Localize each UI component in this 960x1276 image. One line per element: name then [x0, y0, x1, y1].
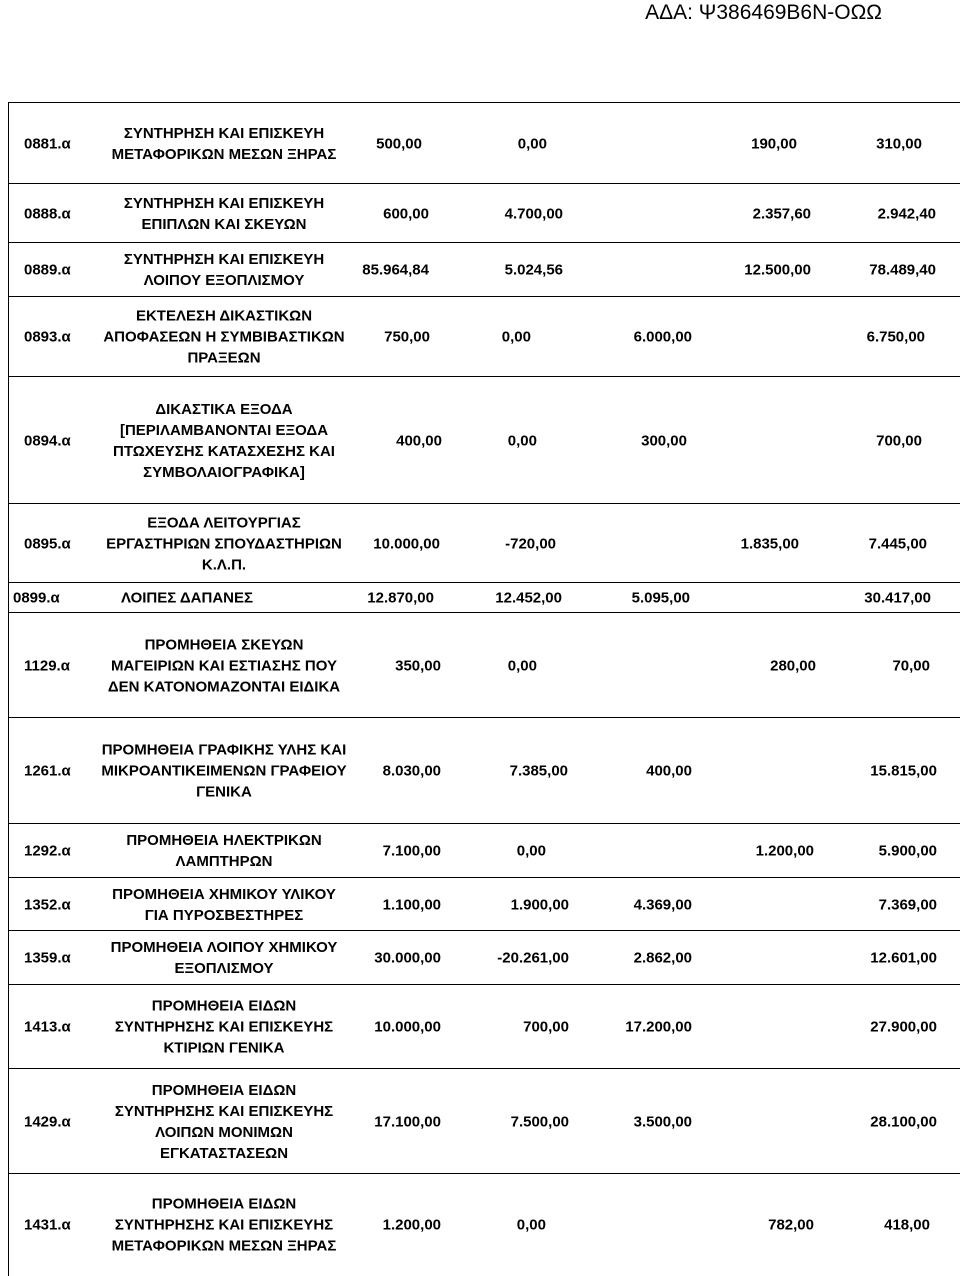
table-row	[9, 504, 960, 583]
row-code: 1261.α	[24, 762, 71, 780]
row-value-1: 750,00	[384, 328, 430, 346]
row-value-4: 70,00	[892, 657, 930, 674]
row-value-1: 1.200,00	[382, 1216, 441, 1234]
row-value-4: 78.489,40	[869, 261, 936, 279]
row-value-3: 12.500,00	[744, 261, 811, 279]
table-row	[9, 103, 960, 184]
row-code: 1431.α	[24, 1216, 71, 1234]
row-value-4: 15.815,00	[870, 762, 937, 780]
row-value-2: 7.385,00	[509, 762, 568, 780]
row-value-1: 17.100,00	[374, 1113, 441, 1130]
row-value-1: 600,00	[383, 205, 429, 222]
row-code: 0881.α	[24, 135, 71, 152]
row-description: ΠΡΟΜΗΘΕΙΑ ΕΙΔΩΝ ΣΥΝΤΗΡΗΣΗΣ ΚΑΙ ΕΠΙΣΚΕΥΗΣ ΚΤΙΡΙΩΝ ΓΕΝΙΚΑ	[114, 997, 334, 1057]
row-value-3: 2.862,00	[633, 949, 692, 967]
row-description: ΕΚΤΕΛΕΣΗ ΔΙΚΑΣΤΙΚΩΝ ΑΠΟΦΑΣΕΩΝ Η ΣΥΜΒΙΒΑΣΤΙΚΩΝ ΠΡΑΞΕΩΝ	[103, 307, 345, 367]
row-code: 0888.α	[24, 205, 71, 222]
row-value-4: 6.750,00	[866, 328, 925, 346]
row-code: 0893.α	[24, 328, 71, 346]
row-value-4: 7.369,00	[878, 896, 937, 913]
ada-code: ΑΔΑ: Ψ386469Β6Ν-ΟΩΩ	[645, 1, 882, 24]
row-value-2: 5.024,56	[504, 261, 563, 279]
budget-table	[8, 102, 960, 1276]
table-row	[9, 878, 960, 931]
row-value-2: 0,00	[516, 842, 546, 860]
row-value-2: 0,00	[507, 432, 537, 449]
table-row	[9, 1069, 960, 1174]
row-value-3: 1.835,00	[740, 535, 799, 552]
row-description: ΠΡΟΜΗΘΕΙΑ ΕΙΔΩΝ ΣΥΝΤΗΡΗΣΗΣ ΚΑΙ ΕΠΙΣΚΕΥΗΣ ΜΕΤΑΦΟΡΙΚΩΝ ΜΕΣΩΝ ΞΗΡΑΣ	[111, 1195, 337, 1255]
table-row	[9, 583, 960, 613]
row-value-1: 7.100,00	[382, 842, 441, 860]
row-description: ΠΡΟΜΗΘΕΙΑ ΓΡΑΦΙΚΗΣ ΥΛΗΣ ΚΑΙ ΜΙΚΡΟΑΝΤΙΚΕΙΜΕΝΩΝ ΓΡΑΦΕΙΟΥ ΓΕΝΙΚΑ	[101, 741, 347, 801]
row-description: ΣΥΝΤΗΡΗΣΗ ΚΑΙ ΕΠΙΣΚΕΥΗ ΕΠΙΠΛΩΝ ΚΑΙ ΣΚΕΥΩΝ	[123, 194, 325, 233]
table-row	[9, 718, 960, 824]
row-value-1: 1.100,00	[382, 896, 441, 913]
row-value-1: 10.000,00	[373, 535, 440, 552]
row-code: 1429.α	[24, 1113, 71, 1130]
table-row	[9, 184, 960, 243]
row-value-3: 280,00	[770, 657, 816, 674]
row-value-3: 782,00	[768, 1216, 814, 1234]
row-value-2: -720,00	[505, 535, 556, 552]
row-code: 1292.α	[24, 842, 71, 860]
row-value-4: 5.900,00	[878, 842, 937, 860]
row-description: ΕΞΟΔΑ ΛΕΙΤΟΥΡΓΙΑΣ ΕΡΓΑΣΤΗΡΙΩΝ ΣΠΟΥΔΑΣΤΗΡΙΩΝ Κ.Λ.Π.	[106, 514, 342, 573]
row-value-3: 4.369,00	[633, 896, 692, 913]
row-code: 1359.α	[24, 949, 71, 967]
row-value-1: 350,00	[395, 657, 441, 674]
row-value-2: 700,00	[523, 1018, 569, 1036]
row-description: ΠΡΟΜΗΘΕΙΑ ΕΙΔΩΝ ΣΥΝΤΗΡΗΣΗΣ ΚΑΙ ΕΠΙΣΚΕΥΗΣ ΛΟΙΠΩΝ ΜΟΝΙΜΩΝ ΕΓΚΑΤΑΣΤΑΣΕΩΝ	[114, 1081, 334, 1162]
row-value-3: 190,00	[751, 135, 797, 152]
row-description: ΣΥΝΤΗΡΗΣΗ ΚΑΙ ΕΠΙΣΚΕΥΗ ΜΕΤΑΦΟΡΙΚΩΝ ΜΕΣΩΝ ΞΗΡΑΣ	[111, 124, 337, 163]
row-value-4: 310,00	[876, 135, 922, 152]
row-value-4: 2.942,40	[877, 205, 936, 222]
row-code: 1129.α	[24, 657, 70, 674]
row-description: ΣΥΝΤΗΡΗΣΗ ΚΑΙ ΕΠΙΣΚΕΥΗ ΛΟΙΠΟΥ ΕΞΟΠΛΙΣΜΟΥ	[123, 251, 325, 289]
row-value-2: 0,00	[507, 657, 537, 674]
row-value-4: 7.445,00	[868, 535, 927, 552]
row-value-3: 5.095,00	[631, 589, 690, 607]
row-value-2: 0,00	[516, 1216, 546, 1234]
table-row	[9, 931, 960, 985]
row-value-3: 6.000,00	[633, 328, 692, 346]
table-row	[9, 613, 960, 718]
row-value-3: 2.357,60	[752, 205, 811, 222]
row-value-4: 700,00	[876, 432, 922, 449]
row-code: 0899.α	[13, 589, 60, 607]
row-value-2: 7.500,00	[510, 1113, 569, 1130]
row-value-1: 500,00	[376, 135, 422, 152]
row-value-2: -20.261,00	[497, 949, 569, 967]
row-value-1: 8.030,00	[382, 762, 441, 780]
row-value-4: 30.417,00	[864, 589, 931, 607]
row-value-3: 300,00	[641, 432, 687, 449]
row-description: ΠΡΟΜΗΘΕΙΑ ΛΟΙΠΟΥ ΧΗΜΙΚΟΥ ΕΞΟΠΛΙΣΜΟΥ	[110, 939, 338, 977]
row-value-4: 28.100,00	[870, 1113, 937, 1130]
table-row	[9, 985, 960, 1069]
row-value-1: 400,00	[396, 432, 442, 449]
row-value-4: 27.900,00	[870, 1018, 937, 1036]
row-value-2: 12.452,00	[495, 589, 562, 607]
row-code: 1352.α	[24, 896, 71, 913]
row-description: ΠΡΟΜΗΘΕΙΑ ΗΛΕΚΤΡΙΚΩΝ ΛΑΜΠΤΗΡΩΝ	[126, 832, 322, 870]
row-value-3: 3.500,00	[633, 1113, 692, 1130]
row-value-2: 0,00	[517, 135, 547, 152]
row-value-2: 1.900,00	[510, 896, 569, 913]
table-row	[9, 824, 960, 878]
row-value-1: 10.000,00	[374, 1018, 441, 1036]
table-row	[9, 1174, 960, 1276]
row-value-2: 0,00	[501, 328, 531, 346]
row-value-3: 17.200,00	[625, 1018, 692, 1036]
table-row	[9, 377, 960, 504]
table-row	[9, 297, 960, 377]
row-description: ΠΡΟΜΗΘΕΙΑ ΣΚΕΥΩΝ ΜΑΓΕΙΡΙΩΝ ΚΑΙ ΕΣΤΙΑΣΗΣ ΠΟΥ ΔΕΝ ΚΑΤΟΝΟΜΑΖΟΝΤΑΙ ΕΙΔΙΚΑ	[107, 636, 341, 695]
row-code: 0889.α	[24, 261, 71, 279]
row-code: 1413.α	[24, 1018, 71, 1036]
row-value-1: 85.964,84	[362, 261, 429, 279]
row-value-2: 4.700,00	[504, 205, 563, 222]
row-description: ΠΡΟΜΗΘΕΙΑ ΧΗΜΙΚΟΥ ΥΛΙΚΟΥ ΓΙΑ ΠΥΡΟΣΒΕΣΤΗΡΕΣ	[112, 885, 336, 924]
table-row	[9, 243, 960, 297]
row-value-4: 418,00	[884, 1216, 930, 1234]
row-description: ΔΙΚΑΣΤΙΚΑ ΕΞΟΔΑ [ΠΕΡΙΛΑΜΒΑΝΟΝΤΑΙ ΕΞΟΔΑ ΠΤΩΧΕΥΣΗΣ ΚΑΤΑΣΧΕΣΗΣ ΚΑΙ ΣΥΜΒΟΛΑΙΟΓΡΑΦΙΚΑ]	[113, 400, 335, 481]
row-code: 0894.α	[24, 432, 71, 449]
row-description: ΛΟΙΠΕΣ ΔΑΠΑΝΕΣ	[121, 589, 254, 607]
row-value-3: 400,00	[646, 762, 692, 780]
row-value-1: 30.000,00	[374, 949, 441, 967]
row-value-4: 12.601,00	[870, 949, 937, 967]
row-value-1: 12.870,00	[367, 589, 434, 607]
row-value-3: 1.200,00	[755, 842, 814, 860]
row-code: 0895.α	[24, 535, 71, 552]
